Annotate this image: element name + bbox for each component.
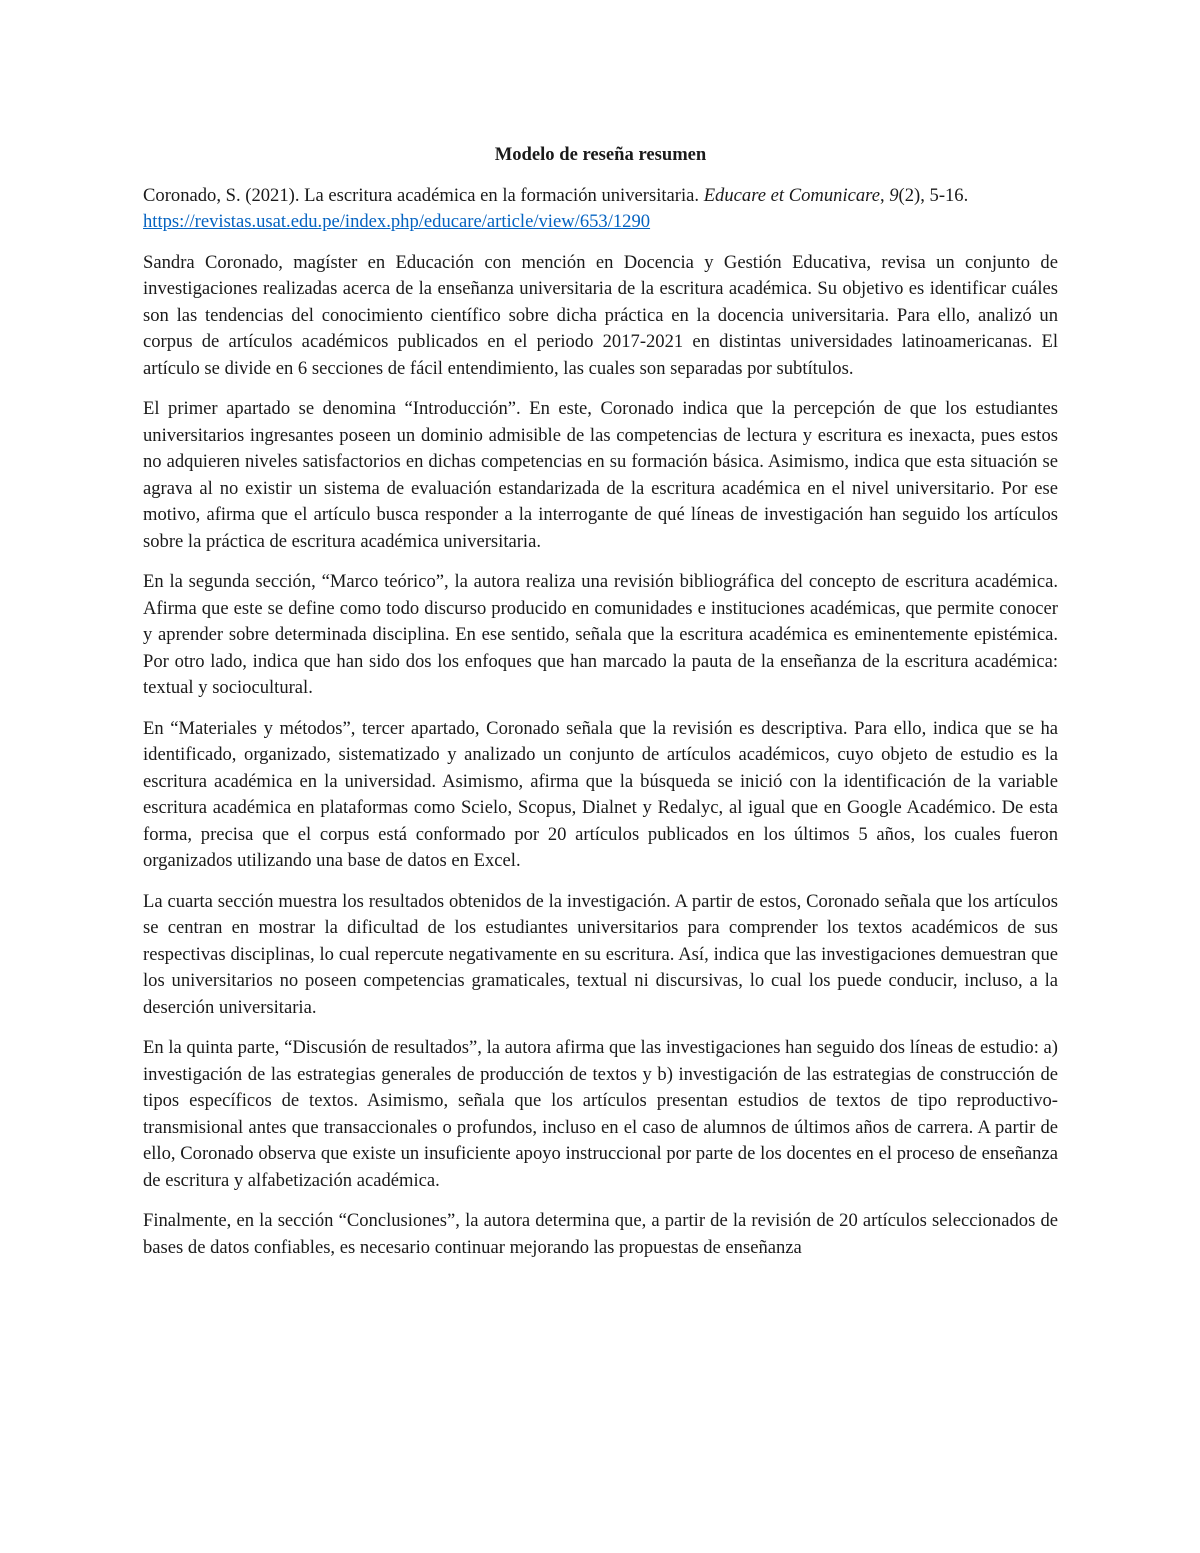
reference-authors-title: Coronado, S. (2021). La escritura académica en la formación universitaria. [143, 184, 704, 206]
reference-url-link[interactable]: https://revistas.usat.edu.pe/index.php/educare/article/view/653/1290 [143, 211, 651, 232]
paragraph-fifth-section: En la quinta parte, “Discusión de resultados”, la autora afirma que las investigaciones han seguido dos líneas de estudio: a) investigación de las estrategias generales de producción de textos y b) investigación de las estrategias de construcción de tipos específicos de textos. Asimismo, señala que los artículos presentan estudios de textos de tipo reproductivo-transmisional antes que transaccionales o profundos, incluso en el caso de alumnos de últimos años de carrera. A partir de ello, Coronado observa que existe un insuficiente apoyo instruccional por parte de los docentes en el proceso de enseñanza de escritura y alfabetización académica. [143, 1037, 1058, 1191]
paragraph-fourth-section: La cuarta sección muestra los resultados obtenidos de la investigación. A partir de estos, Coronado señala que los artículos se centran en mostrar la dificultad de los estudiantes universitarios para comprender los textos académicos de sus respectivas disciplinas, lo cual repercute negativamente en su escritura. Así, indica que las investigaciones demuestran que los universitarios no poseen competencias gramaticales, textual ni discursivas, lo cual los puede conducir, incluso, a la deserción universitaria. [143, 890, 1058, 1018]
paragraph-conclusions: Finalmente, en la sección “Conclusiones”, la autora determina que, a partir de la revisión de 20 artículos seleccionados de bases de datos confiables, es necesario continuar mejorando las propuestas de enseñanza [143, 1210, 1058, 1258]
paragraph-introduction: Sandra Coronado, magíster en Educación con mención en Docencia y Gestión Educativa, revisa un conjunto de investigaciones realizadas acerca de la enseñanza universitaria de la escritura académica. Su objetivo es identificar cuáles son las tendencias del conocimiento científico sobre dicha práctica en la docencia universitaria. Para ello, analizó un corpus de artículos académicos publicados en el periodo 2017-2021 en distintas universidades latinoamericanas. El artículo se divide en 6 secciones de fácil entendimiento, las cuales son separadas por subtítulos. [143, 251, 1058, 379]
reference-issue-pages: (2), 5-16. [898, 184, 969, 206]
paragraph-first-section: El primer apartado se denomina “Introducción”. En este, Coronado indica que la percepción de que los estudiantes universitarios ingresantes poseen un dominio admisible de las competencias de lectura y escritura es inexacta, pues estos no adquieren niveles satisfactorios en dichas competencias en su formación básica. Asimismo, indica que esta situación se agrava al no existir un sistema de evaluación estandarizada de la escritura académica en el nivel universitario. Por ese motivo, afirma que el artículo busca responder a la interrogante de qué líneas de investigación han seguido los artículos sobre la práctica de escritura académica universitaria. [143, 398, 1058, 552]
reference-volume: 9 [889, 184, 899, 206]
reference-journal: Educare et Comunicare [703, 184, 880, 206]
paragraph-second-section: En la segunda sección, “Marco teórico”, la autora realiza una revisión bibliográfica del concepto de escritura académica. Afirma que este se define como todo discurso producido en comunidades e instituciones académicas, que permite conocer y aprender sobre determinada disciplina. En ese sentido, señala que la escritura académica es eminentemente epistémica. Por otro lado, indica que han sido dos los enfoques que han marcado la pauta de la enseñanza de la escritura académica: textual y sociocultural. [143, 571, 1058, 698]
paragraph-third-section: En “Materiales y métodos”, tercer apartado, Coronado señala que la revisión es descriptiva. Para ello, indica que se ha identificado, organizado, sistematizado y analizado un conjunto de artículos académicos, cuyo objeto de estudio es la escritura académica en la universidad. Asimismo, afirma que la búsqueda se inició con la identificación de la variable escritura académica en plataformas como Scielo, Scopus, Dialnet y Redalyc, al igual que en Google Académico. De esta forma, precisa que el corpus está conformado por 20 artículos publicados en los últimos 5 años, los cuales fueron organizados utilizando una base de datos en Excel. [143, 717, 1058, 871]
bibliographic-reference [143, 183, 1058, 236]
document-body [143, 142, 1058, 1275]
reference-separator: , [879, 184, 890, 206]
document-title: Modelo de reseña resumen [494, 144, 707, 165]
